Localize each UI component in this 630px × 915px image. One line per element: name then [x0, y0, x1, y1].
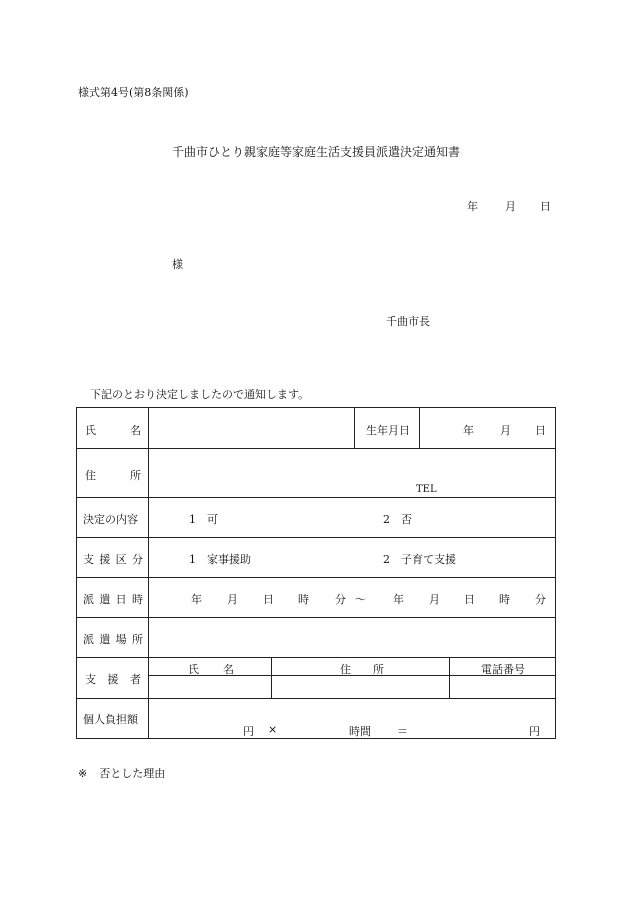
birth-day-label: 日	[535, 424, 546, 437]
dispatch-datetime-label-char: 時	[131, 593, 143, 606]
support-type-label	[83, 551, 143, 567]
cost-yen-unit: 円	[243, 725, 254, 738]
supporter-phone-header: 電話番号	[481, 663, 525, 676]
support-type-label-char: 分	[131, 553, 143, 566]
dispatch-end-day: 日	[464, 593, 475, 606]
supporter-address-header-char: 所	[373, 663, 384, 676]
cost-label: 個人負担額	[83, 713, 138, 726]
dispatch-end-minute: 分	[535, 593, 546, 606]
dispatch-datetime-label-char: 日	[115, 593, 127, 606]
dispatch-end-month: 月	[429, 593, 440, 606]
supporter-name-header-char: 氏	[188, 663, 199, 676]
birth-month-label: 月	[500, 424, 511, 437]
dispatch-place-label-char: 派	[83, 633, 94, 646]
supporter-name-header	[188, 661, 234, 677]
name-label-char: 名	[130, 424, 141, 437]
supporter-address-header-char: 住	[340, 663, 351, 676]
column-divider	[354, 408, 355, 448]
dispatch-place-label-char: 所	[131, 633, 143, 646]
reason-label: 否とした理由	[99, 767, 166, 780]
date-month-label: 月	[505, 200, 516, 213]
dispatch-start-minute: 分	[335, 593, 346, 606]
support-option-housework: 1 家事援助	[189, 553, 251, 566]
dispatch-end-hour: 時	[499, 593, 510, 606]
dispatch-place-label-char: 場	[115, 633, 127, 646]
cost-equals-sign: ＝	[397, 725, 408, 738]
notification-form-table	[76, 407, 556, 739]
dispatch-range-tilde: ～	[355, 593, 366, 606]
dispatch-start-year: 年	[191, 593, 202, 606]
date-day-label: 日	[540, 200, 551, 213]
dispatch-start-hour: 時	[298, 593, 309, 606]
decision-option-approved: 1 可	[189, 513, 218, 526]
address-label-char: 住	[85, 469, 96, 482]
support-option-childcare: 2 子育て支援	[383, 553, 456, 566]
dispatch-datetime-label-char: 遣	[99, 593, 111, 606]
support-type-label-char: 支	[83, 553, 94, 566]
birth-year-label: 年	[463, 424, 474, 437]
decision-label: 決定の内容	[83, 513, 138, 526]
dispatch-start-day: 日	[263, 593, 274, 606]
reason-line	[78, 765, 165, 781]
address-label-char: 所	[130, 469, 141, 482]
dispatch-place-label-char: 遣	[99, 633, 111, 646]
dispatch-place-label	[83, 631, 143, 647]
cost-hours-unit: 時間	[349, 725, 371, 738]
intro-text: 下記のとおり決定しましたので通知します。	[90, 388, 310, 401]
cost-times-sign: ×	[268, 723, 278, 736]
dispatch-end-year: 年	[393, 593, 404, 606]
document-title: 千曲市ひとり親家庭等家庭生活支援員派遣決定通知書	[172, 145, 461, 159]
name-label	[85, 422, 141, 438]
date-year-label: 年	[467, 200, 478, 213]
dispatch-datetime-label-char: 派	[83, 593, 94, 606]
form-number: 様式第4号(第8条関係)	[78, 86, 189, 99]
reason-mark: ※	[78, 767, 88, 780]
support-type-label-char: 援	[99, 553, 111, 566]
column-divider	[419, 408, 420, 448]
column-divider	[271, 657, 272, 698]
address-label	[85, 467, 141, 483]
dispatch-datetime-label	[83, 591, 143, 607]
column-divider	[148, 408, 149, 738]
decision-option-denied: 2 否	[383, 513, 412, 526]
supporter-address-header	[340, 661, 384, 677]
cost-total-yen-unit: 円	[529, 725, 540, 738]
sender-name: 千曲市長	[386, 315, 430, 328]
addressee-suffix: 様	[172, 258, 183, 271]
tel-label: TEL	[416, 484, 437, 495]
supporter-label-char: 支	[85, 673, 96, 686]
supporter-label-char: 者	[130, 673, 141, 686]
supporter-label	[85, 671, 141, 687]
support-type-label-char: 区	[115, 553, 127, 566]
column-divider	[449, 657, 450, 698]
name-label-char: 氏	[85, 424, 96, 437]
birthdate-label: 生年月日	[366, 424, 410, 437]
supporter-label-char: 援	[107, 673, 119, 686]
supporter-name-header-char: 名	[223, 663, 234, 676]
dispatch-start-month: 月	[227, 593, 238, 606]
